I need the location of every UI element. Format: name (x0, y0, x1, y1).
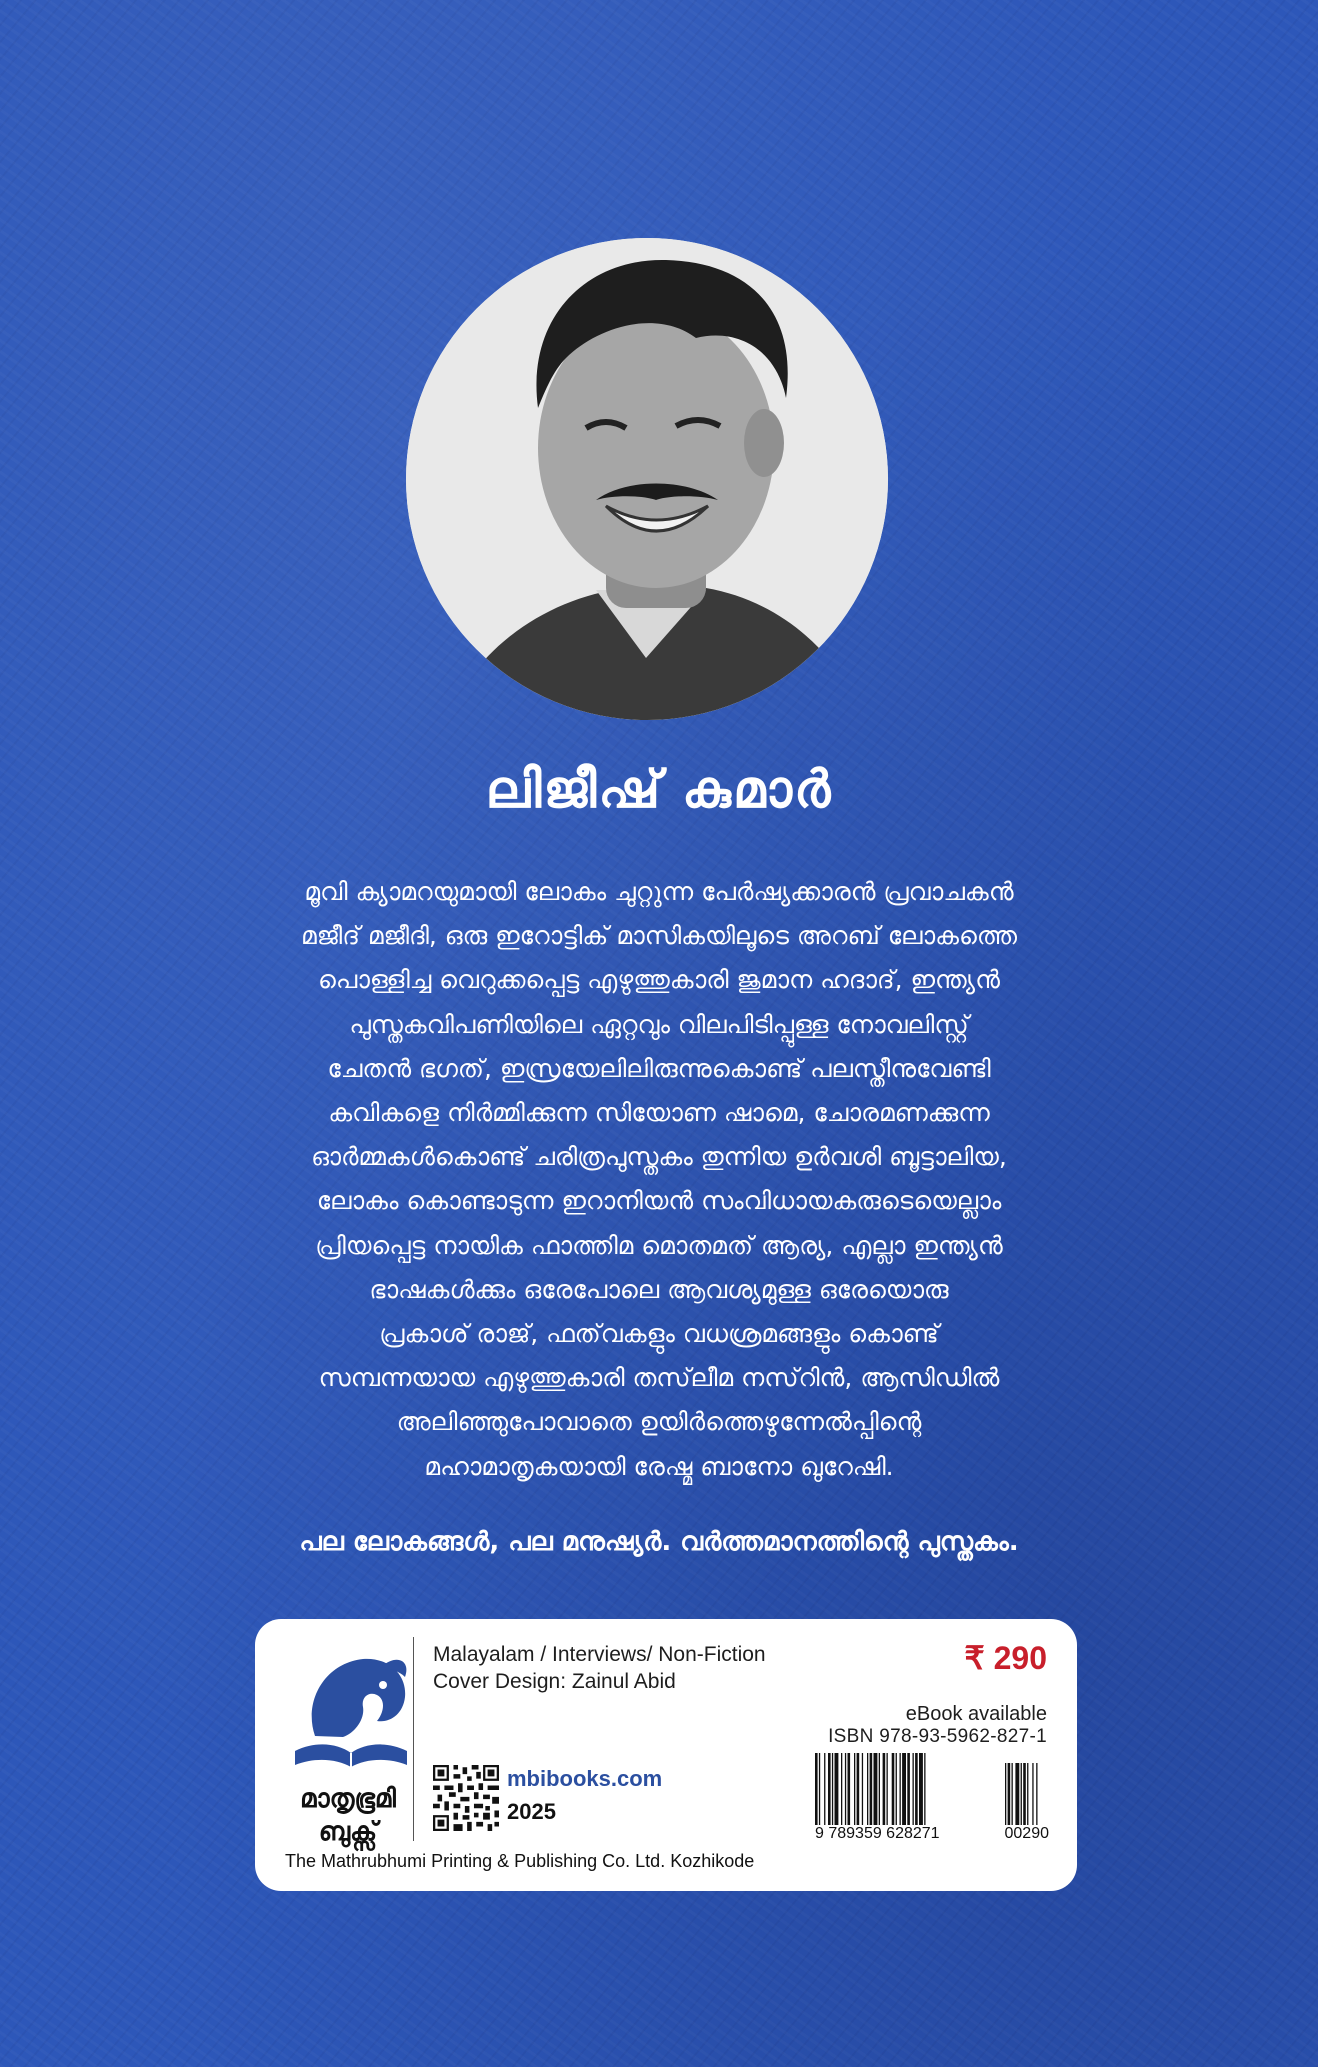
blurb-line: ലോകം കൊണ്ടാടുന്ന ഇറാനിയൻ സംവിധായകരുടെയെല്ലാം (316, 1186, 1002, 1216)
blurb-line: പുസ്തകവിപണിയിലെ ഏറ്റവും വിലപിടിപ്പുള്ള നോവലിസ്റ്റ് (349, 1009, 969, 1039)
publisher-name (263, 1783, 433, 1849)
elephant-book-logo-icon (285, 1641, 417, 1781)
blurb-line: അലിഞ്ഞുപോവാതെ ഉയിർത്തെഴുന്നേൽപ്പിന്റെ (396, 1407, 922, 1437)
blurb-line: പ്രകാശ് രാജ്, ഫത്‌വകളും വധശ്രമങ്ങളും കൊണ്ട് (379, 1319, 939, 1349)
publisher-imprint: The Mathrubhumi Printing & Publishing Co. Ltd. Kozhikode (285, 1851, 755, 1871)
cover-design-credit: Cover Design: Zainul Abid (433, 1670, 676, 1693)
publisher-name-line2: ബുക്സ് (318, 1817, 378, 1847)
ebook-availability: eBook available (905, 1703, 1047, 1725)
publication-year: 2025 (507, 1799, 556, 1824)
barcode-number: 9 789359 628271 (815, 1825, 940, 1842)
book-category (433, 1641, 766, 1695)
author-name: ലിജീഷ് കുമാർ (485, 760, 833, 820)
blurb-line: പൊള്ളിച്ച വെറുക്കപ്പെട്ട എഴുത്തുകാരി ജുമാന ഹദാദ്, ഇന്ത്യൻ (318, 965, 1000, 995)
blurb-line: പ്രിയപ്പെട്ട നായിക ഫാത്തിമ മൊതമത് ആര്യ, എല്ലാ ഇന്ത്യൻ (315, 1230, 1003, 1260)
author-portrait-image (406, 238, 888, 720)
publisher-info-box (255, 1619, 1077, 1891)
price: ₹ 290 (964, 1640, 1047, 1676)
publisher-name-line1: മാതൃഭൂമി (300, 1784, 396, 1814)
blurb-line: ഭാഷകൾക്കും ഒരേപോലെ ആവശ്യമുള്ള ഒരേയൊരു (369, 1274, 949, 1304)
divider (413, 1637, 414, 1841)
isbn-barcode (815, 1753, 1049, 1843)
barcode-addon-number: 00290 (1004, 1825, 1049, 1842)
isbn: ISBN 978-93-5962-827-1 (828, 1726, 1047, 1747)
barcode-bars (815, 1753, 1049, 1825)
blurb-line: സമ്പന്നയായ എഴുത്തുകാരി തസ്‌ലീമ നസ്‌റിൻ, ആസിഡിൽ (318, 1363, 1000, 1393)
blurb-line: ചേതൻ ഭഗത്, ഇസ്രയേലിലിരുന്നുകൊണ്ട് പലസ്തീനുവേണ്ടി (327, 1053, 991, 1083)
blurb-line: മഹാമാതൃകയായി രേഷ്മ ബാനോ ഖുറേഷി. (424, 1451, 894, 1481)
blurb-line: മൂവി ക്യാമറയുമായി ലോകം ചുറ്റുന്ന പേർഷ്യക്കാരൻ പ്രവാചകൻ (304, 877, 1014, 906)
tagline: പല ലോകങ്ങൾ, പല മനുഷ്യർ. വർത്തമാനത്തിന്റെ പുസ്തകം. (299, 1527, 1019, 1557)
blurb-line: മജീദ് മജീദി, ഒരു ഇറോട്ടിക് മാസികയിലൂടെ അറബ് ലോകത്തെ (301, 921, 1017, 951)
category-text: Malayalam / Interviews/ Non-Fiction (433, 1643, 766, 1666)
blurb-text (150, 870, 1168, 1489)
blurb-line: കവികളെ നിർമ്മിക്കുന്ന സിയോണ ഷാമെ, ചോരമണക്കുന്ന (328, 1098, 990, 1128)
blurb-line: ഓർമ്മകൾകൊണ്ട് ചരിത്രപുസ്തകം തുന്നിയ ഉർവശി ബൂട്ടാലിയ, (311, 1142, 1007, 1172)
website-link: mbibooks.com (507, 1766, 663, 1791)
qr-code-icon (433, 1765, 499, 1831)
author-photo (406, 238, 888, 720)
